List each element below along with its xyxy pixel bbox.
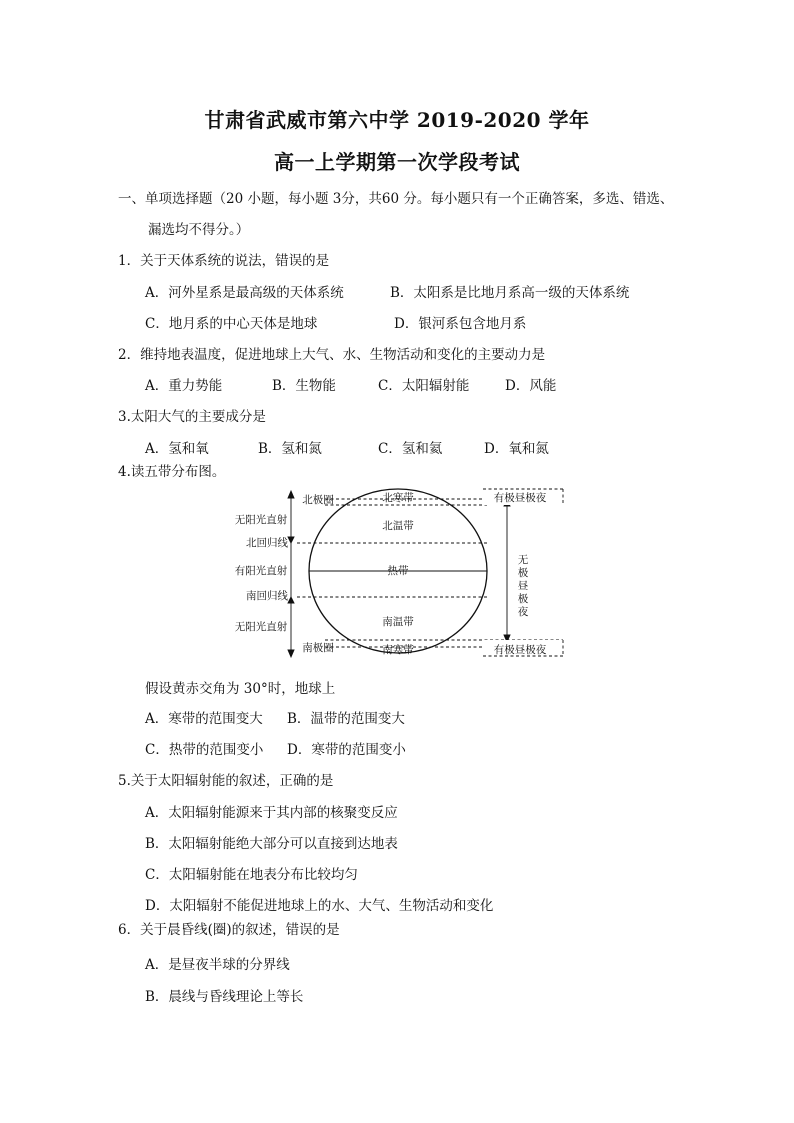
label-antarctic-circle: 南极圈 — [302, 642, 334, 654]
question-3-option-b[interactable]: B．氢和氮 — [258, 441, 322, 457]
label-no-polar-char-1: 无 — [517, 554, 529, 566]
label-tropic-of-capricorn: 南回归线 — [246, 590, 288, 602]
zone-north-temperate: 北温带 — [382, 520, 414, 532]
question-5-option-d[interactable]: D．太阳辐射不能促进地球上的水、大气、生物活动和变化 — [145, 898, 494, 914]
question-3-option-a[interactable]: A．氢和氧 — [145, 441, 209, 457]
question-4-substem: 假设黄赤交角为 30°时，地球上 — [145, 681, 336, 697]
exam-title-line1: 甘肃省武威市第六中学 2019-2020 学年 — [204, 108, 590, 132]
label-polar-day-night-top: 有极昼极夜 — [493, 492, 547, 504]
question-1-option-a[interactable]: A．河外星系是最高级的天体系统 — [145, 285, 344, 301]
zone-south-frigid: 南寒带 — [382, 644, 414, 656]
label-arctic-circle: 北极圈 — [302, 494, 334, 506]
question-4-option-d[interactable]: D．寒带的范围变小 — [287, 742, 406, 758]
tick-arrow-ncancer — [288, 537, 294, 543]
question-6-option-a[interactable]: A．是昼夜半球的分界线 — [145, 957, 290, 973]
five-zones-diagram — [225, 485, 575, 661]
exam-title-line2: 高一上学期第一次学段考试 — [274, 150, 520, 174]
question-4-stem: 4.读五带分布图。 — [118, 464, 226, 480]
question-1-option-d[interactable]: D．银河系包含地月系 — [394, 316, 527, 332]
section-heading: 一、单项选择题（20 小题，每小题 3分，共60 分。每小题只有一个正确答案，多选、错选、 — [118, 191, 674, 207]
question-6-option-b[interactable]: B．晨线与昏线理论上等长 — [145, 989, 304, 1005]
section-heading-cont: 漏选均不得分。） — [148, 222, 250, 238]
question-4-option-c[interactable]: C．热带的范围变小 — [145, 742, 264, 758]
question-2-option-c[interactable]: C．太阳辐射能 — [378, 378, 470, 394]
label-tropic-of-cancer: 北回归线 — [246, 537, 288, 549]
label-no-direct-sun-north: 无阳光直射 — [234, 514, 288, 526]
tick-arrow-scapricorn — [288, 597, 294, 603]
question-3-option-d[interactable]: D．氧和氮 — [484, 441, 549, 457]
zone-south-temperate: 南温带 — [382, 616, 414, 628]
question-4-option-b[interactable]: B．温带的范围变大 — [287, 711, 405, 727]
question-1-stem: 1．关于天体系统的说法，错误的是 — [118, 253, 330, 269]
label-direct-sun: 有阳光直射 — [234, 565, 288, 577]
question-3-option-c[interactable]: C．氢和氦 — [378, 441, 443, 457]
question-3-stem: 3.太阳大气的主要成分是 — [118, 409, 266, 425]
question-2-option-b[interactable]: B．生物能 — [272, 378, 336, 394]
label-no-polar-char-2: 极 — [517, 567, 529, 579]
question-6-stem: 6．关于晨昏线(圈)的叙述，错误的是 — [118, 922, 340, 938]
question-2-option-d[interactable]: D．风能 — [505, 378, 557, 394]
zone-tropical: 热带 — [387, 565, 409, 577]
label-polar-day-night-bottom: 有极昼极夜 — [493, 644, 547, 656]
question-1-option-c[interactable]: C．地月系的中心天体是地球 — [145, 316, 318, 332]
label-no-direct-sun-south: 无阳光直射 — [234, 621, 288, 633]
label-no-polar-char-3: 昼 — [517, 580, 529, 592]
left-arrow-head-top — [288, 491, 294, 498]
question-2-option-a[interactable]: A．重力势能 — [145, 378, 223, 394]
question-2-stem: 2．维持地表温度，促进地球上大气、水、生物活动和变化的主要动力是 — [118, 347, 546, 363]
question-5-option-a[interactable]: A．太阳辐射能源来于其内部的核聚变反应 — [145, 805, 398, 821]
zone-north-frigid: 北寒带 — [382, 492, 414, 504]
question-5-stem: 5.关于太阳辐射能的叙述，正确的是 — [118, 773, 334, 789]
left-arrow-head-bottom — [288, 650, 294, 657]
question-4-option-a[interactable]: A．寒带的范围变大 — [145, 711, 263, 727]
label-no-polar-char-4: 极 — [517, 593, 529, 605]
label-no-polar-char-5: 夜 — [517, 606, 529, 618]
question-5-option-b[interactable]: B．太阳辐射能绝大部分可以直接到达地表 — [145, 836, 398, 852]
question-5-option-c[interactable]: C．太阳辐射能在地表分布比较均匀 — [145, 867, 358, 883]
question-1-option-b[interactable]: B．太阳系是比地月系高一级的天体系统 — [390, 285, 630, 301]
